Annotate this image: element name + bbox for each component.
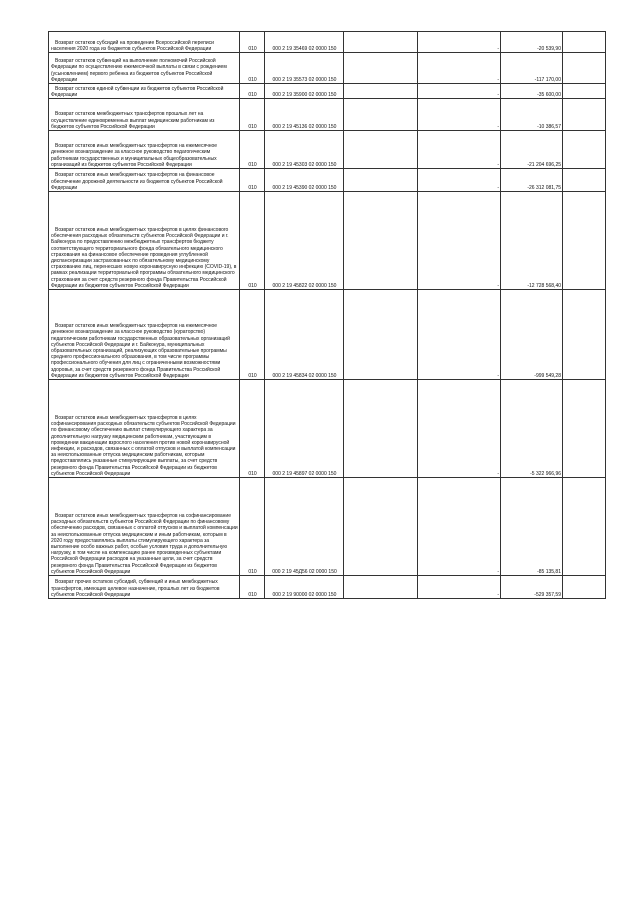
row-empty-cell: [344, 478, 418, 576]
row-code: 010: [240, 99, 265, 131]
row-name: Возврат остатков межбюджетных трансфертов прошлых лет на осуществление единовременных выплат медицинским работникам из бюджетов субъектов Российской Федерации: [49, 99, 240, 131]
row-empty-cell: [344, 380, 418, 478]
row-empty-cell: [563, 169, 606, 192]
row-dash: -: [418, 131, 501, 169]
row-dash: -: [418, 290, 501, 380]
row-name: Возврат остатков субсидий на проведение Всероссийской переписи населения 2020 года из бюджетов субъектов Российской Федерации: [49, 32, 240, 53]
table-row: [49, 576, 606, 599]
row-name: Возврат остатков иных межбюджетных трансфертов в целях софинансирования расходных обязательств субъектов Российской Федерации по финансовому обеспечению выплат стимулирующего характера за дополнительную нагрузку медицинским работникам, участвующим в проведении вакцинации взрослого населения против новой коронавирусной инфекции, и расходов, связанных с оплатой отпусков и выплатой компенсации за неиспользованные отпуска медицинским работникам, которым предоставлялись указанные стимулирующие выплаты, за счет средств резервного фонда Правительства Российской Федерации из бюджетов субъектов Российской Федерации: [49, 380, 240, 478]
row-dash: -: [418, 576, 501, 599]
row-dash: -: [418, 169, 501, 192]
table-row: [49, 53, 606, 84]
table-row: [49, 32, 606, 53]
row-empty-cell: [563, 478, 606, 576]
row-kbk: 000 2 19 45822 02 0000 150: [265, 192, 344, 290]
row-empty-cell: [563, 290, 606, 380]
row-empty-cell: [563, 380, 606, 478]
row-amount: -12 728 568,40: [501, 192, 563, 290]
row-dash: -: [418, 192, 501, 290]
row-dash: -: [418, 380, 501, 478]
row-dash: -: [418, 478, 501, 576]
table-row: [49, 131, 606, 169]
row-kbk: 000 2 19 45Д56 02 0000 150: [265, 478, 344, 576]
row-amount: -117 170,00: [501, 53, 563, 84]
row-dash: -: [418, 32, 501, 53]
table-row: [49, 290, 606, 380]
row-name: Возврат остатков единой субвенции из бюджетов субъектов Российской Федерации: [49, 84, 240, 99]
table-row: [49, 84, 606, 99]
table-row: [49, 478, 606, 576]
row-amount: -5 322 966,96: [501, 380, 563, 478]
row-kbk: 000 2 19 45303 02 0000 150: [265, 131, 344, 169]
row-name: Возврат остатков иных межбюджетных трансфертов на ежемесячное денежное вознаграждение за классное руководство педагогическим работникам государственных и муниципальных общеобразовательных организаций из бюджетов субъектов Российской Федерации: [49, 131, 240, 169]
row-empty-cell: [344, 84, 418, 99]
row-code: 010: [240, 478, 265, 576]
row-empty-cell: [344, 99, 418, 131]
table-row: [49, 169, 606, 192]
row-name: Возврат остатков иных межбюджетных трансфертов на финансовое обеспечение дорожной деятельности из бюджетов субъектов Российской Федерации: [49, 169, 240, 192]
row-name: Возврат остатков иных межбюджетных трансфертов на ежемесячное денежное вознаграждение за классное руководство (кураторство) педагогическим работникам государственных образовательных организаций субъектов Российской Федерации и г. Байконура, муниципальных образовательных организаций, реализующих образовательные программы среднего профессионального образования, в том числе программы профессионального обучения для лиц с ограниченными возможностями здоровья, за счет средств резервного фонда Правительства Российской Федерации из бюджетов субъектов Российской Федерации: [49, 290, 240, 380]
row-empty-cell: [344, 131, 418, 169]
row-code: 010: [240, 53, 265, 84]
row-amount: -35 600,00: [501, 84, 563, 99]
row-empty-cell: [344, 53, 418, 84]
row-empty-cell: [344, 32, 418, 53]
row-empty-cell: [344, 290, 418, 380]
row-name: Возврат остатков иных межбюджетных трансфертов на софинансирование расходных обязательств субъектов Российской Федерации по финансовому обеспечению расходов, связанных с оплатой отпусков и выплатой компенсации за неиспользованные отпуска медицинским и иным работникам, которым в 2020 году предоставлялись выплаты стимулирующего характера за выполнение особо важных работ, особые условия труда и дополнительную нагрузку, в том числе на компенсацию ранее произведенных субъектами Российской Федерации расходов на указанные цели, за счет средств резервного фонда Правительства Российской Федерации из бюджетов субъектов Российской Федерации: [49, 478, 240, 576]
row-amount: -85 135,81: [501, 478, 563, 576]
row-code: 010: [240, 380, 265, 478]
row-empty-cell: [563, 84, 606, 99]
row-empty-cell: [563, 131, 606, 169]
row-kbk: 000 2 19 45136 02 0000 150: [265, 99, 344, 131]
row-kbk: 000 2 19 45834 02 0000 150: [265, 290, 344, 380]
row-code: 010: [240, 84, 265, 99]
row-empty-cell: [563, 53, 606, 84]
row-name: Возврат остатков субвенций на выполнение полномочий Российской Федерации по осуществлению ежемесячной выплаты в связи с рождением (усыновлением) первого ребенка из бюджетов субъектов Российской Федерации: [49, 53, 240, 84]
row-empty-cell: [563, 192, 606, 290]
row-code: 010: [240, 169, 265, 192]
row-code: 010: [240, 192, 265, 290]
row-code: 010: [240, 131, 265, 169]
row-dash: -: [418, 53, 501, 84]
row-empty-cell: [563, 576, 606, 599]
row-empty-cell: [563, 99, 606, 131]
row-empty-cell: [344, 576, 418, 599]
table-row: [49, 380, 606, 478]
row-name: Возврат остатков иных межбюджетных трансфертов в целях финансового обеспечения расходных обязательств субъектов Российской Федерации и г. Байконура по предоставлению межбюджетных трансфертов бюджету соответствующего территориального фонда обязательного медицинского страхования на финансовое обеспечение проведения углубленной диспансеризации застрахованных по обязательному медицинскому страхованию лиц, перенесших новую коронавирусную инфекцию (COVID-19), в рамках реализации территориальной программы обязательного медицинского страхования за счет средств резервного фонда Правительства Российской Федерации из бюджетов субъектов Российской Федерации: [49, 192, 240, 290]
row-kbk: 000 2 19 35469 02 0000 150: [265, 32, 344, 53]
row-name: Возврат прочих остатков субсидий, субвенций и иных межбюджетных трансфертов, имеющих целевое назначение, прошлых лет из бюджетов субъектов Российской Федерации: [49, 576, 240, 599]
row-amount: -21 204 696,25: [501, 131, 563, 169]
row-amount: -999 549,28: [501, 290, 563, 380]
row-code: 010: [240, 290, 265, 380]
report-table: [48, 31, 606, 599]
row-empty-cell: [344, 169, 418, 192]
row-amount: -20 539,90: [501, 32, 563, 53]
table-row: [49, 192, 606, 290]
row-amount: -26 312 081,75: [501, 169, 563, 192]
row-amount: -10 386,57: [501, 99, 563, 131]
row-code: 010: [240, 32, 265, 53]
table-row: [49, 99, 606, 131]
row-kbk: 000 2 19 35900 02 0000 150: [265, 84, 344, 99]
row-amount: -529 357,59: [501, 576, 563, 599]
row-kbk: 000 2 19 35573 02 0000 150: [265, 53, 344, 84]
row-dash: -: [418, 84, 501, 99]
row-kbk: 000 2 19 45897 02 0000 150: [265, 380, 344, 478]
row-kbk: 000 2 19 45390 02 0000 150: [265, 169, 344, 192]
row-dash: -: [418, 99, 501, 131]
row-empty-cell: [344, 192, 418, 290]
row-empty-cell: [563, 32, 606, 53]
row-code: 010: [240, 576, 265, 599]
row-kbk: 000 2 19 90000 02 0000 150: [265, 576, 344, 599]
